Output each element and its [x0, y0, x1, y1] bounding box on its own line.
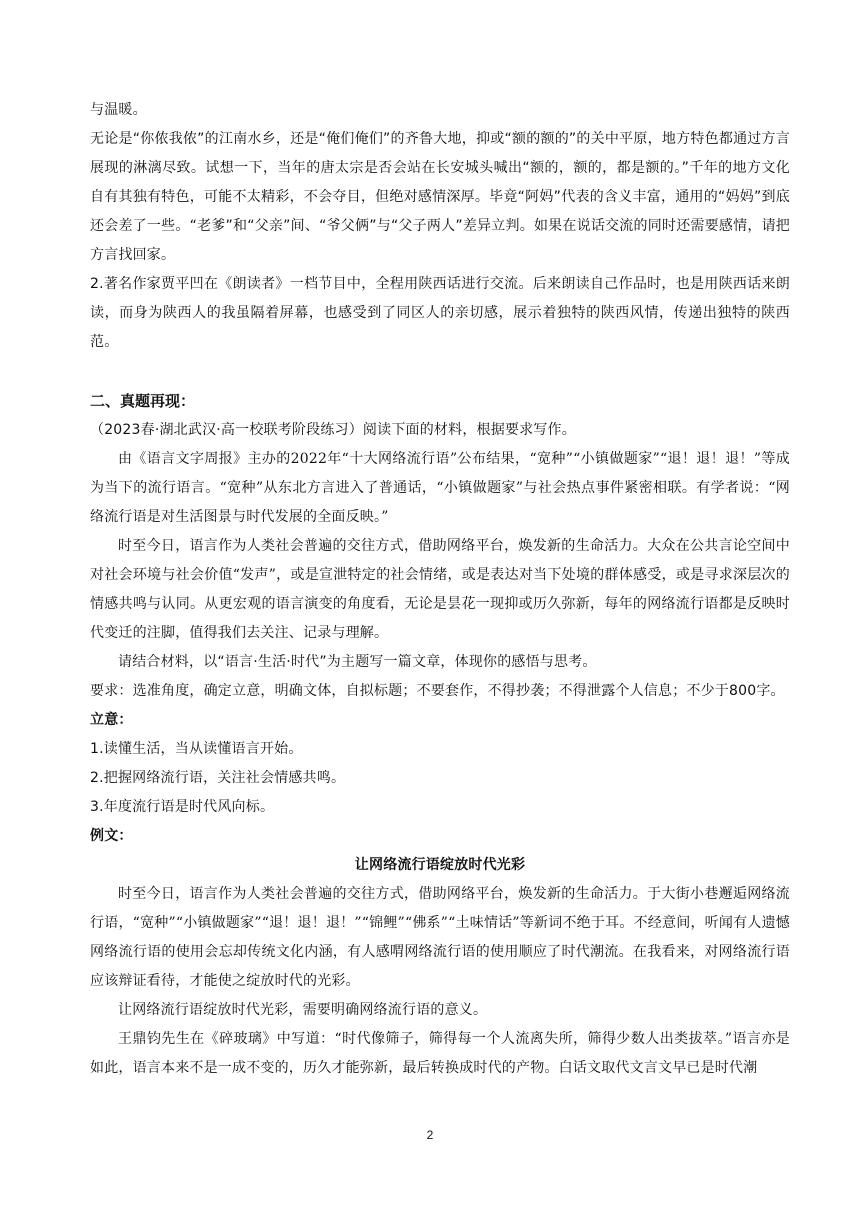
essay-title: 让网络流行语绽放时代光彩 [354, 857, 526, 873]
material-paragraph: 时至今日，语言作为人类社会普遍的交往方式，借助网络平台，焕发新的生命活力。大众在公共言论空间中对社会环境与社会价值“发声”，或是宣泄特定的社会情绪，或是表达对当下处境的群体感受，或是寻求深层次的情感共鸣与认同。从更宏观的语言演变的角度看，无论是昙花一现抑或历久弥新，每年的网络流行语都是反映时代变迁的注脚，值得我们去关注、记录与理解。 [90, 538, 790, 641]
task-instruction: 请结合材料，以“语言·生活·时代”为主题写一篇文章，体现你的感悟与思考。 [118, 654, 597, 670]
theme-label: 立意： [90, 712, 133, 728]
requirement: 要求：选准角度，确定立意，明确文体，自拟标题；不要套作，不得抄袭；不得泄露个人信息；不少于800字。 [90, 683, 785, 699]
intro-paragraph: 无论是“你侬我侬”的江南水乡，还是“俺们俺们”的齐鲁大地，抑或“额的额的”的关中平原，地方特色都通过方言展现的淋漓尽致。试想一下，当年的唐太宗是否会站在长安城头喊出“额的，额的，都是额的。”千年的地方文化自有其独有特色，可能不太精彩，不会夺目，但绝对感情深厚。毕竟“阿妈”代表的含义丰富，通用的“妈妈”到底还会差了一些。“老爹”和“父亲”间、“爷父俩”与“父子两人”差异立判。如果在说话交流的同时还需要感情，请把方言找回家。 [90, 131, 790, 263]
theme-point: 3.年度流行语是时代风向标。 [90, 799, 275, 815]
section-heading: 二、真题再现： [90, 392, 196, 410]
theme-point: 2.把握网络流行语，关注社会情感共鸣。 [90, 770, 346, 786]
essay-paragraph: 时至今日，语言作为人类社会普遍的交往方式，借助网络平台，焕发新的生命活力。于大街小巷邂逅网络流行语，“宽种”“小镇做题家”“退！退！退！”“锦鲤”“佛系”“土味情话”等新词不绝于耳。不经意间，听闻有人遗憾网络流行语的使用会忘却传统文化内涵，有人感喟网络流行语的使用顺应了时代潮流。在我看来，对网络流行语应该辩证看待，才能使之绽放时代的光彩。 [90, 886, 790, 989]
exam-source: （2023春·湖北武汉·高一校联考阶段练习）阅读下面的材料，根据要求写作。 [90, 422, 576, 438]
intro-paragraph: 2.著名作家贾平凹在《朗读者》一档节目中，全程用陕西话进行交流。后来朗读自己作品时，也是用陕西话来朗读，而身为陕西人的我虽隔着屏幕，也感受到了同区人的亲切感，展示着独特的陕西风情，传递出独特的陕西范。 [90, 276, 790, 350]
intro-paragraph: 与温暖。 [90, 102, 147, 118]
section-gap [90, 357, 790, 387]
example-label: 例文： [90, 828, 133, 844]
page-number: 2 [426, 1128, 434, 1142]
material-paragraph: 由《语言文字周报》主办的2022年“十大网络流行语”公布结果，“宽种”“小镇做题家”“退！退！退！”等成为当下的流行语言。“宽种”从东北方言进入了普通话，“小镇做题家”与社会热点事件紧密相联。有学者说：“网络流行语是对生活图景与时代发展的全面反映。” [90, 451, 790, 525]
essay-paragraph: 王鼎钧先生在《碎玻璃》中写道：“时代像筛子，筛得每一个人流离失所，筛得少数人出类拔萃。”语言亦是如此，语言本来不是一成不变的，历久才能弥新，最后转换成时代的产物。白话文取代文言文早已是时代潮 [90, 1031, 790, 1076]
page-content [90, 96, 790, 1083]
essay-paragraph: 让网络流行语绽放时代光彩，需要明确网络流行语的意义。 [118, 1002, 488, 1018]
theme-point: 1.读懂生活，当从读懂语言开始。 [90, 741, 303, 757]
